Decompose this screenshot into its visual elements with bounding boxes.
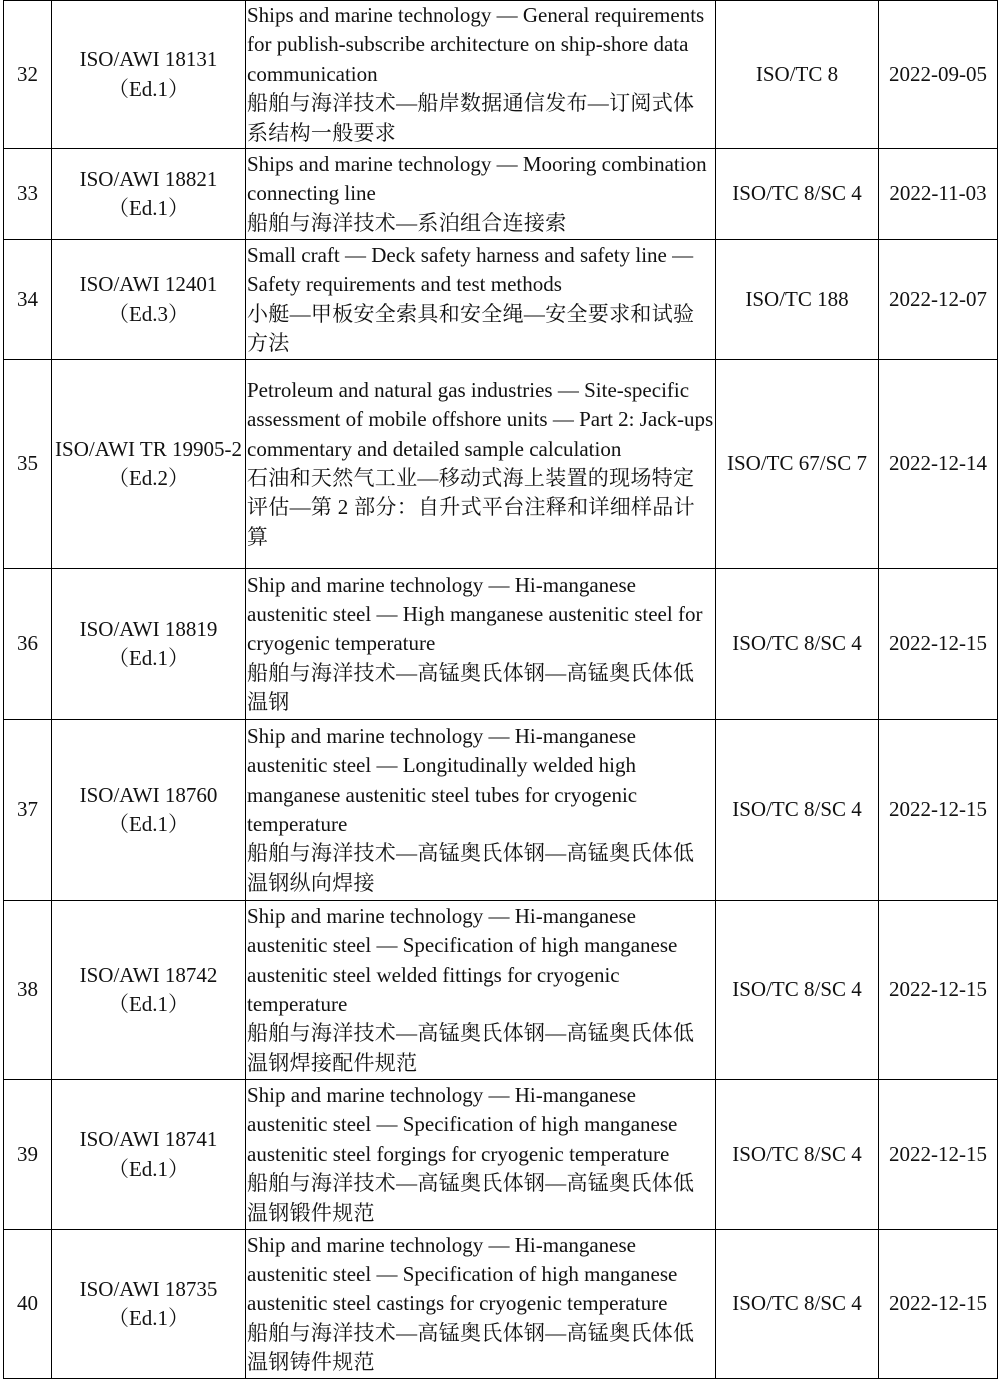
date: 2022-12-15 xyxy=(879,1230,998,1379)
standard-code-cell xyxy=(52,240,246,360)
edition: （Ed.1） xyxy=(107,646,190,671)
standard-code: ISO/AWI 18741 xyxy=(79,1127,218,1152)
date: 2022-12-15 xyxy=(879,1080,998,1230)
table-row xyxy=(4,240,998,360)
row-number: 33 xyxy=(4,149,52,240)
title-en: Ship and marine technology — Hi-manganese austenitic steel — Specification of high manganese austenitic steel forgings for cryogenic temperature xyxy=(247,1083,678,1166)
title-zh: 船舶与海洋技术—高锰奥氏体钢—高锰奥氏体低温钢焊接配件规范 xyxy=(247,1021,695,1075)
standard-code: ISO/AWI 12401 xyxy=(79,272,218,297)
standard-code-cell xyxy=(52,901,246,1080)
title-zh: 石油和天然气工业—移动式海上装置的现场特定评估—第 2 部分：自升式平台注释和详细样品计算 xyxy=(247,466,695,549)
title-en: Ship and marine technology — Hi-manganese austenitic steel — Longitudinally welded high manganese austenitic steel tubes for cryogenic temperature xyxy=(247,723,638,837)
standard-code: ISO/AWI 18735 xyxy=(79,1276,218,1301)
title-zh: 船舶与海洋技术—高锰奥氏体钢—高锰奥氏体低温钢纵向焊接 xyxy=(247,841,695,895)
standard-code-cell xyxy=(52,1080,246,1230)
title-zh: 船舶与海洋技术—高锰奥氏体钢—高锰奥氏体低温钢锻件规范 xyxy=(247,1171,695,1225)
committee: ISO/TC 8/SC 4 xyxy=(716,901,879,1080)
edition: （Ed.3） xyxy=(107,301,190,326)
standard-code-cell xyxy=(52,1,246,149)
date: 2022-12-07 xyxy=(879,240,998,360)
standard-code-cell xyxy=(52,360,246,569)
edition: （Ed.1） xyxy=(107,812,190,837)
standard-code: ISO/AWI TR 19905-2 xyxy=(55,436,242,461)
standard-code: ISO/AWI 18131 xyxy=(79,47,218,72)
committee: ISO/TC 8/SC 4 xyxy=(716,720,879,901)
row-number: 40 xyxy=(4,1230,52,1379)
committee: ISO/TC 8/SC 4 xyxy=(716,569,879,720)
row-number: 35 xyxy=(4,360,52,569)
date: 2022-12-15 xyxy=(879,901,998,1080)
committee: ISO/TC 188 xyxy=(716,240,879,360)
standard-code: ISO/AWI 18821 xyxy=(79,166,218,191)
title-zh: 小艇—甲板安全索具和安全绳—安全要求和试验方法 xyxy=(247,301,695,355)
edition: （Ed.2） xyxy=(107,466,190,491)
row-number: 39 xyxy=(4,1080,52,1230)
edition: （Ed.1） xyxy=(107,1306,190,1331)
title-cell xyxy=(246,1230,716,1379)
row-number: 34 xyxy=(4,240,52,360)
committee: ISO/TC 8/SC 4 xyxy=(716,1080,879,1230)
title-cell xyxy=(246,1080,716,1230)
standard-code-cell xyxy=(52,569,246,720)
title-en: Ships and marine technology — Mooring combination connecting line xyxy=(247,151,707,206)
table-row xyxy=(4,901,998,1080)
table-row xyxy=(4,149,998,240)
table-row xyxy=(4,1230,998,1379)
title-en: Ship and marine technology — Hi-manganese austenitic steel — Specification of high manganese austenitic steel castings for cryogenic temperature xyxy=(247,1232,678,1316)
title-zh: 船舶与海洋技术—系泊组合连接索 xyxy=(247,210,567,235)
committee: ISO/TC 8 xyxy=(716,1,879,149)
row-number: 37 xyxy=(4,720,52,901)
standard-code-cell xyxy=(52,720,246,901)
title-en: Ship and marine technology — Hi-manganese austenitic steel — High manganese austenitic steel for cryogenic temperature xyxy=(247,572,703,656)
title-cell xyxy=(246,569,716,720)
title-zh: 船舶与海洋技术—高锰奥氏体钢—高锰奥氏体低温钢铸件规范 xyxy=(247,1320,695,1375)
standards-table-body xyxy=(4,1,998,1379)
title-zh: 船舶与海洋技术—高锰奥氏体钢—高锰奥氏体低温钢 xyxy=(247,660,695,715)
row-number: 38 xyxy=(4,901,52,1080)
title-cell xyxy=(246,360,716,569)
title-en: Petroleum and natural gas industries — Site-specific assessment of mobile offshore units — Part 2: Jack-ups commentary and detailed sample calculation xyxy=(247,377,714,461)
table-row xyxy=(4,1080,998,1230)
edition: （Ed.1） xyxy=(107,1156,190,1181)
date: 2022-12-15 xyxy=(879,720,998,901)
table-row xyxy=(4,720,998,901)
edition: （Ed.1） xyxy=(107,992,190,1017)
date: 2022-11-03 xyxy=(879,149,998,240)
row-number: 36 xyxy=(4,569,52,720)
committee: ISO/TC 8/SC 4 xyxy=(716,1230,879,1379)
table-row xyxy=(4,569,998,720)
title-cell xyxy=(246,149,716,240)
date: 2022-12-14 xyxy=(879,360,998,569)
date: 2022-12-15 xyxy=(879,569,998,720)
edition: （Ed.1） xyxy=(107,196,190,221)
title-cell xyxy=(246,1,716,149)
committee: ISO/TC 8/SC 4 xyxy=(716,149,879,240)
title-en: Small craft — Deck safety harness and safety line — Safety requirements and test methods xyxy=(247,242,694,297)
standard-code: ISO/AWI 18819 xyxy=(79,616,218,641)
title-zh: 船舶与海洋技术—船岸数据通信发布—订阅式体系结构一般要求 xyxy=(247,91,695,145)
edition: （Ed.1） xyxy=(107,76,190,101)
table-row xyxy=(4,360,998,569)
standard-code-cell xyxy=(52,1230,246,1379)
standards-table xyxy=(3,0,998,1379)
standard-code: ISO/AWI 18742 xyxy=(79,962,218,987)
title-cell xyxy=(246,240,716,360)
title-en: Ships and marine technology — General requirements for publish-subscribe architecture on ship-shore data communication xyxy=(247,3,705,86)
date: 2022-09-05 xyxy=(879,1,998,149)
table-row xyxy=(4,1,998,149)
committee: ISO/TC 67/SC 7 xyxy=(716,360,879,569)
standard-code-cell xyxy=(52,149,246,240)
title-cell xyxy=(246,720,716,901)
row-number: 32 xyxy=(4,1,52,149)
standard-code: ISO/AWI 18760 xyxy=(79,782,218,807)
title-cell xyxy=(246,901,716,1080)
title-en: Ship and marine technology — Hi-manganese austenitic steel — Specification of high manganese austenitic steel welded fittings for cryogenic temperature xyxy=(247,903,678,1017)
